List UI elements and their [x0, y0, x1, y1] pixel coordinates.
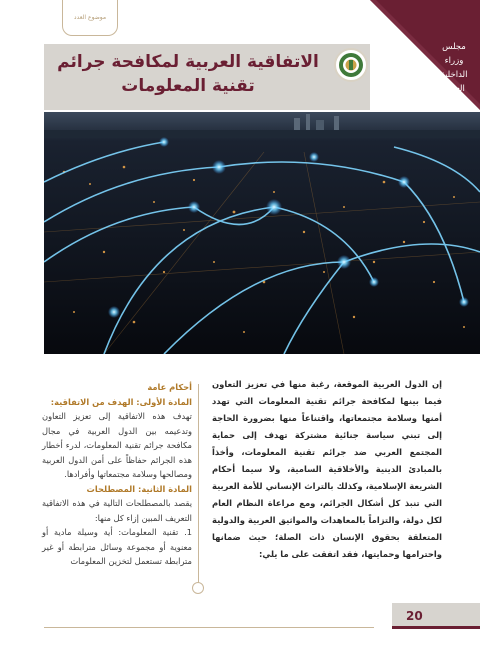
page-number-text: 20 — [406, 609, 423, 623]
article-title — [50, 50, 326, 98]
hero-image-city-network — [44, 112, 480, 354]
intro-paragraph — [212, 376, 442, 563]
topic-badge — [62, 0, 118, 36]
publisher-line: وزراء — [444, 56, 464, 66]
publisher-corner — [370, 0, 480, 110]
article2-heading: المادة الثانية: المصطلحات — [86, 483, 192, 494]
general-provisions — [42, 380, 192, 569]
article2-text: يقصد بالمصطلحات التالية في هذه الاتفاقية التعريف المبين إزاء كل منها: — [42, 498, 192, 523]
topic-badge-label: موضوع العدد — [73, 14, 107, 21]
section-heading: أحكام عامة — [147, 382, 192, 392]
page-number-bar — [392, 626, 480, 629]
publisher-line: الداخلية — [440, 70, 468, 80]
definition-item — [42, 525, 192, 569]
intro-text: إن الدول العربية الموقعة، رغبة منها في تعزيز التعاون فيما بينها لمكافحة جرائم تقنية المعلومات التي تهدد أمنها وسلامة مجتمعاتها، واقتناعاً منها بضرورة الحاجة إلى تبني سياسة جنائية مشتركة تهدف إلى حماية المجتمع العربي ضد جرائم تقنية المعلومات، وأخذاً بالمبادئ الدينية والأخلاقية السامية، ولا سيما أحكام الشريعة الإسلامية، وكذلك بالتراث الإنساني للأمة العربية التي تنبذ كل أشكال الجرائم، ومع مراعاة النظام العام لكل دولة، والتزاماً بالمعاهدات والمواثيق العربية والدولية المتعلقة بحقوق الإنسان ذات الصلة؛ حيث ضمانها واحترامها وحمايتها، فقد اتفقت على ما يلي: — [212, 379, 442, 559]
title-line: الاتفاقية العربية لمكافحة جرائم — [57, 52, 319, 72]
item-text: تقنية المعلومات: أية وسيلة مادية أو معنوية أو مجموعة وسائل مترابطة أو غير مترابطة تستعمل لتخزين المعلومات — [42, 527, 192, 566]
divider-ornament — [192, 582, 204, 594]
article1-heading: المادة الأولى: الهدف من الاتفاقية: — [50, 396, 192, 407]
article1-text: تهدف هذه الاتفاقية إلى تعزيز التعاون وتدعيمه بين الدول العربية في مجال مكافحة جرائم تقنية المعلومات، لدرء أخطار هذه الجرائم حفاظاً على أمن الدول العربية ومصالحها وسلامة مجتمعاتها وأفرادها. — [42, 411, 192, 479]
column-divider — [198, 384, 199, 588]
footer-rule — [44, 627, 374, 628]
publisher-line: العرب — [443, 84, 465, 94]
publisher-line: مجلس — [442, 42, 466, 52]
council-emblem-icon — [334, 48, 368, 82]
item-number: 1. — [184, 527, 192, 537]
publisher-name — [432, 40, 476, 96]
title-line: تقنية المعلومات — [121, 76, 255, 96]
